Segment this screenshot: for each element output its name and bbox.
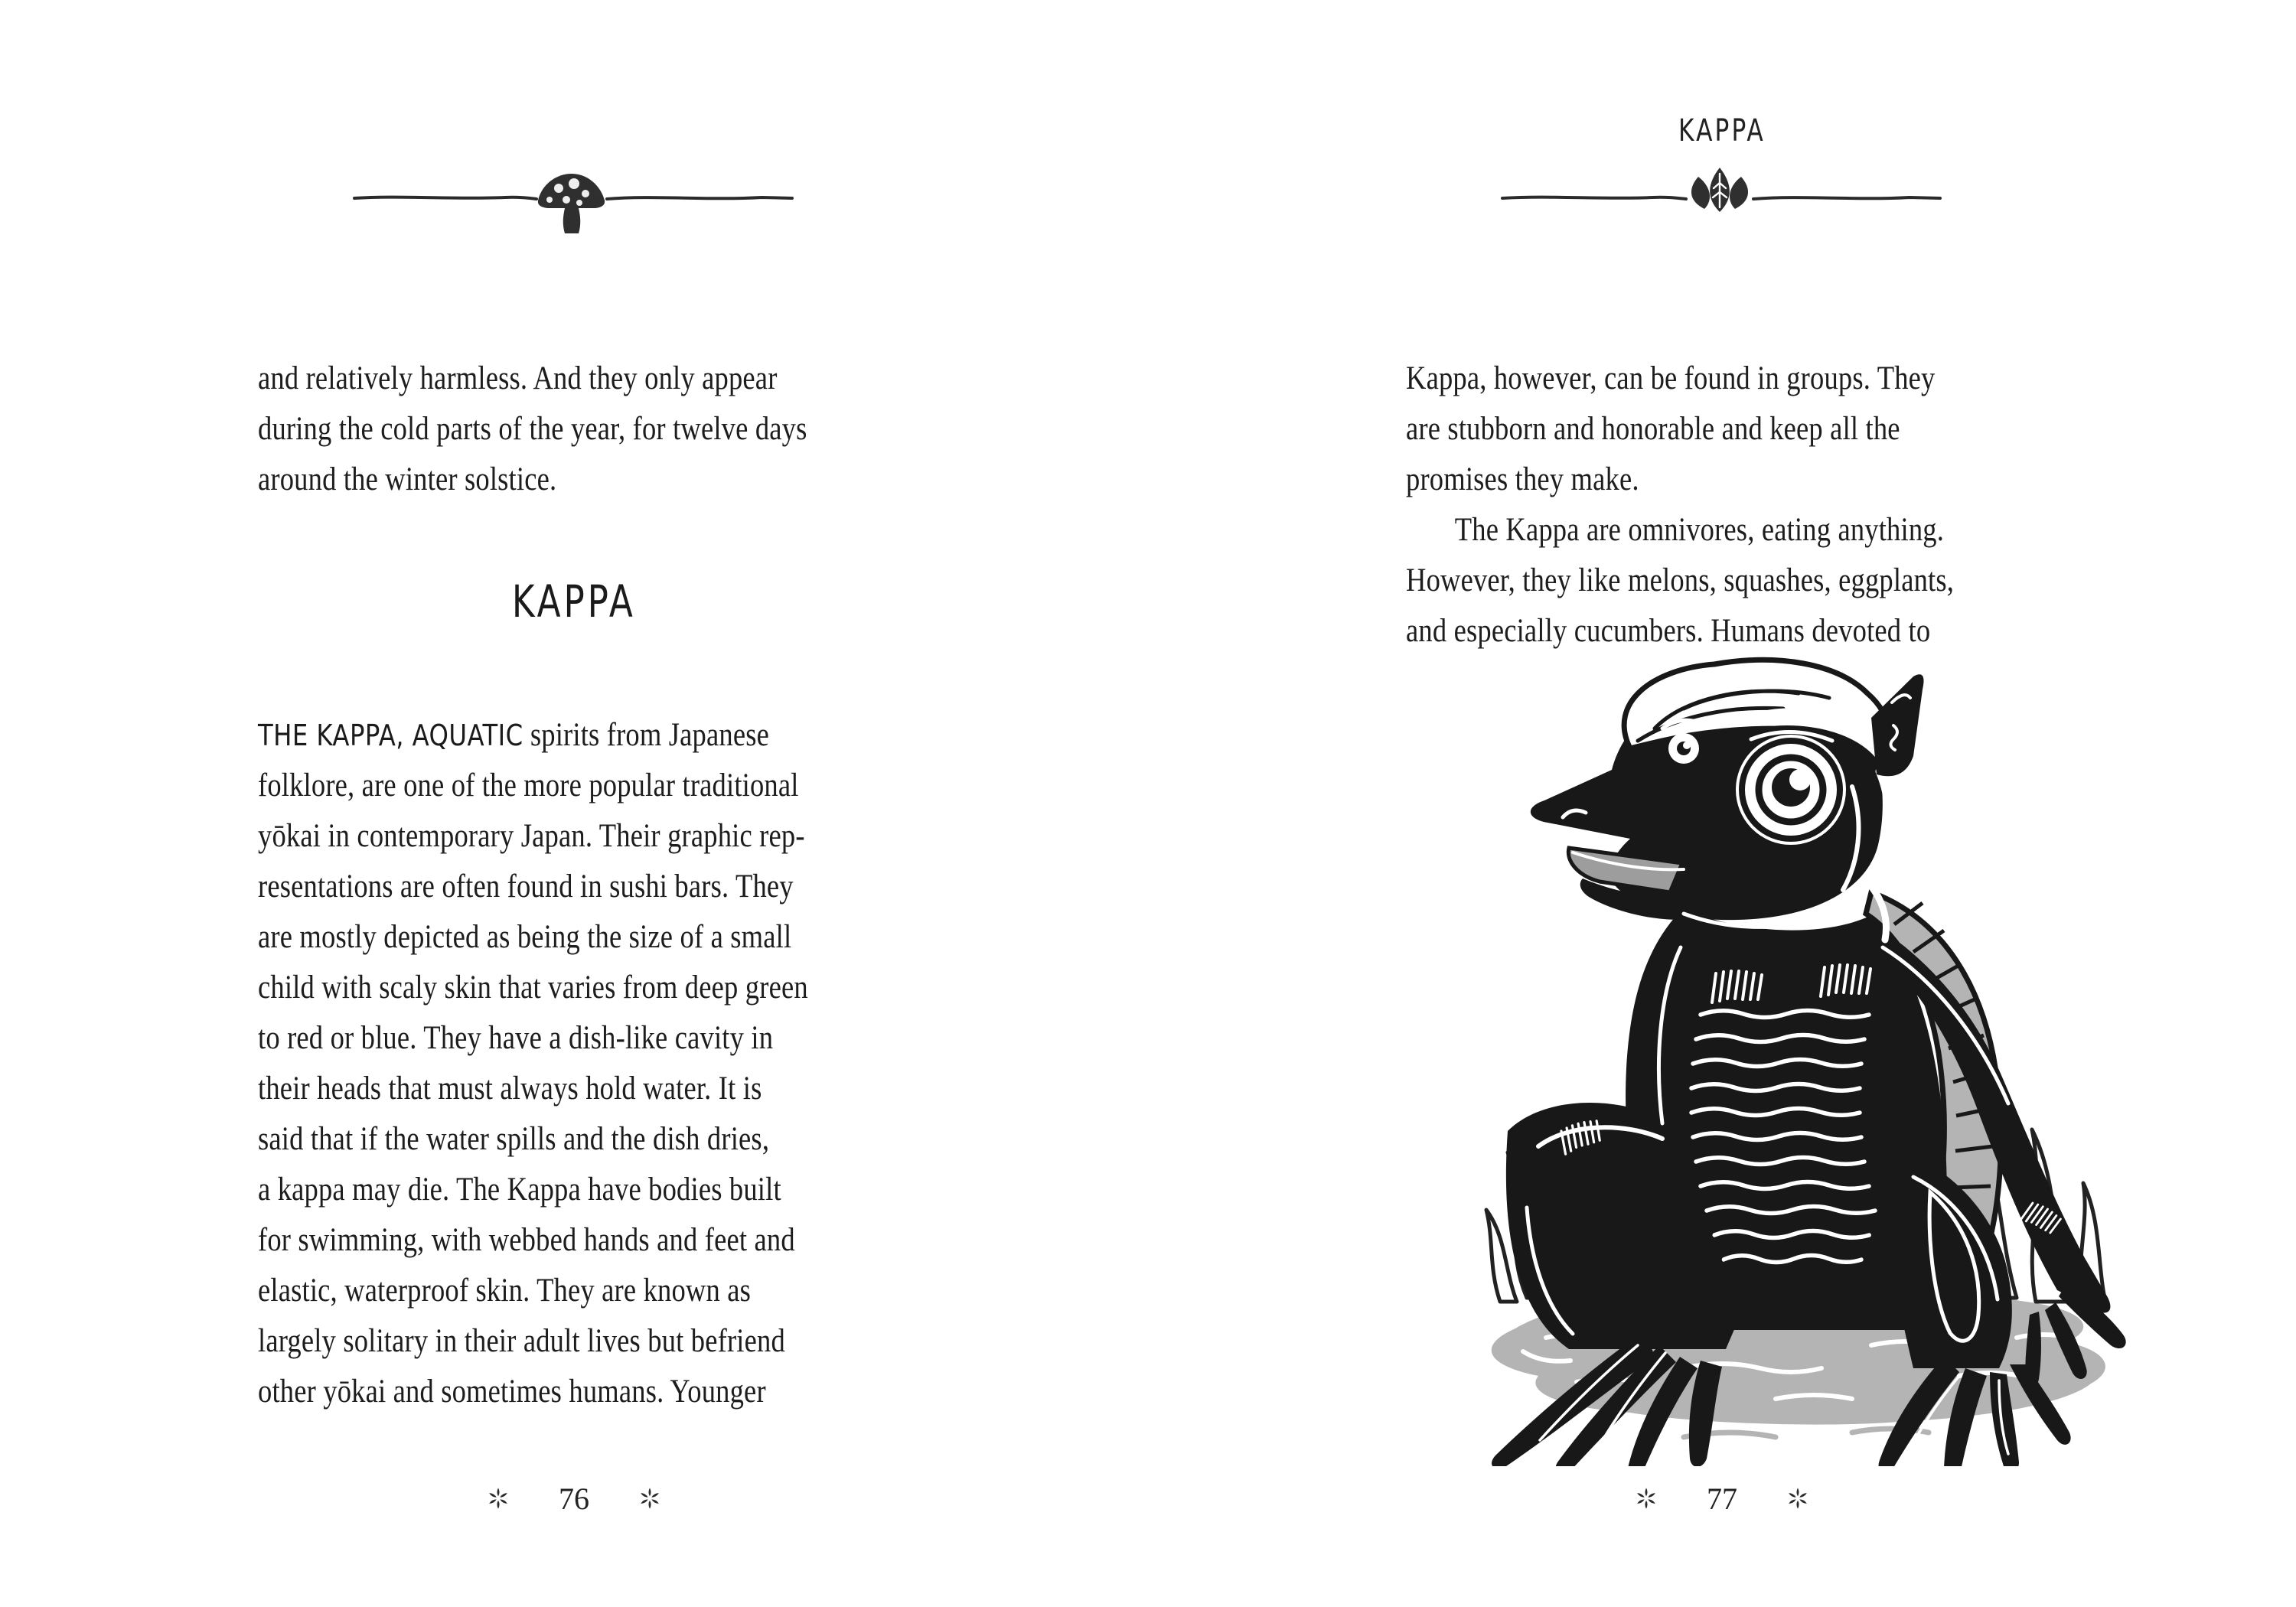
left-body-paragraph — [258, 710, 893, 1417]
text-line: However, they like melons, squashes, eggplants, — [1406, 562, 1955, 598]
text-line: resentations are often found in sushi bars. They — [258, 869, 794, 905]
text-line: and especially cucumbers. Humans devoted to — [1406, 613, 1931, 649]
text-line: promises they make. — [1406, 461, 1639, 497]
text-line: are stubborn and honorable and keep all the — [1406, 411, 1900, 447]
text-line: are mostly depicted as being the size of a small — [258, 919, 792, 955]
flower-asterisk-icon — [487, 1487, 510, 1510]
page-number: 77 — [1707, 1481, 1737, 1516]
text-line: a kappa may die. The Kappa have bodies built — [258, 1172, 781, 1208]
chapter-heading — [256, 575, 892, 627]
flower-asterisk-icon — [638, 1487, 661, 1510]
text-line: Kappa, however, can be found in groups. They — [1406, 360, 1936, 396]
running-header — [1404, 113, 2040, 148]
text-line: for swimming, with webbed hands and feet and — [258, 1222, 795, 1258]
text-line — [258, 710, 893, 761]
text-line: The Kappa are omnivores, eating anything. — [1454, 512, 1945, 548]
running-header-text: KAPPA — [1678, 113, 1766, 148]
text-line: yōkai in contemporary Japan. Their graphic rep- — [258, 818, 805, 854]
kappa-ear — [1871, 674, 1924, 776]
chapter-heading-text: KAPPA — [512, 575, 636, 627]
text-line: child with scaly skin that varies from deep green — [258, 970, 808, 1006]
text-line: said that if the water spills and the dish dries, — [258, 1121, 770, 1157]
right-footer — [1404, 1475, 2040, 1521]
right-body-paragraph — [1406, 354, 2041, 657]
text-line: folklore, are one of the more popular traditional — [258, 768, 799, 804]
flower-asterisk-icon — [1786, 1487, 1809, 1510]
text-line: elastic, waterproof skin. They are known as — [258, 1273, 752, 1309]
text-line: around the winter solstice. — [258, 461, 557, 497]
text-line: largely solitary in their adult lives but befriend — [258, 1323, 785, 1359]
page-right — [1148, 0, 2296, 1607]
page-number: 76 — [559, 1481, 589, 1516]
left-body-lines — [258, 761, 893, 1417]
text-line: other yōkai and sometimes humans. Younger — [258, 1374, 766, 1410]
text-line: their heads that must always hold water. It is — [258, 1071, 762, 1107]
kappa-illustration — [1454, 655, 2128, 1466]
text-line: and relatively harmless. And they only appear — [258, 360, 778, 396]
text-line: to red or blue. They have a dish-like cavity in — [258, 1020, 774, 1056]
left-footer — [256, 1475, 892, 1521]
lead-in-caps: THE KAPPA, AQUATIC — [258, 719, 523, 752]
flower-asterisk-icon — [1635, 1487, 1658, 1510]
lead-in-rest: spirits from Japanese — [523, 717, 770, 753]
leaf-sprig-icon — [1691, 168, 1748, 212]
mushroom-icon — [538, 174, 605, 233]
divider-leaf — [1496, 165, 1948, 235]
text-line: during the cold parts of the year, for twelve days — [258, 411, 807, 447]
divider-mushroom — [348, 165, 800, 235]
left-intro-paragraph — [258, 354, 893, 505]
